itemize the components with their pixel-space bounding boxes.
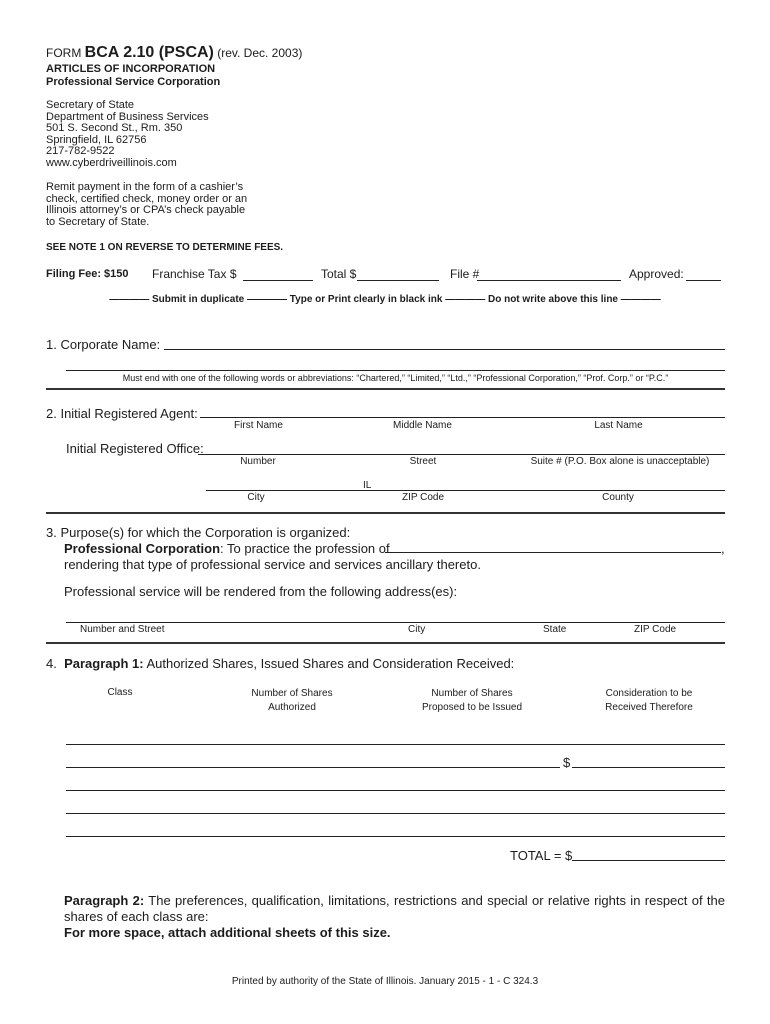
- remit-line: Illinois attorney’s or CPA’s check payable: [46, 204, 246, 216]
- paragraph1-text: Authorized Shares, Issued Shares and Consideration Received:: [143, 656, 515, 671]
- state-il-text: IL: [363, 480, 372, 491]
- shares-row-line[interactable]: [66, 813, 725, 814]
- registered-office-label: Initial Registered Office:: [66, 441, 204, 456]
- approved-field[interactable]: [686, 266, 721, 281]
- office-website: www.cyberdriveillinois.com: [46, 156, 177, 169]
- section-divider: [46, 388, 725, 390]
- issued-column-header: [407, 687, 537, 715]
- file-number-field[interactable]: [477, 266, 621, 281]
- section-divider: [46, 642, 725, 644]
- office-zip-caption: ZIP Code: [401, 492, 445, 503]
- professional-corporation-text: : To practice the profession of: [220, 541, 390, 556]
- franchise-tax-field[interactable]: [243, 266, 313, 281]
- total-consideration-label: TOTAL = $: [510, 848, 573, 863]
- agent-middle-name-caption: Middle Name: [393, 420, 452, 431]
- submit-banner: ———— Submit in duplicate ———— Type or Print clearly in black ink ———— Do not write above this line ————: [109, 294, 661, 305]
- office-line: Department of Business Services: [46, 110, 209, 123]
- paragraph1-bold: Paragraph 1:: [64, 656, 144, 671]
- total-label: Total $: [321, 267, 357, 281]
- remit-instructions: [46, 182, 247, 228]
- corporate-name-field-line2[interactable]: [66, 356, 725, 371]
- section4-number: 4.: [46, 656, 57, 671]
- class-column-header: Class: [107, 687, 133, 698]
- approved-label: Approved:: [629, 267, 684, 281]
- paragraph2-text: [64, 893, 725, 925]
- dollar-sign: $: [563, 755, 571, 770]
- office-line: 217-782-9522: [46, 145, 115, 157]
- office-city-zip-county-field[interactable]: [206, 476, 725, 491]
- more-space-note: For more space, attach additional sheets of this size.: [64, 925, 391, 940]
- service-street-caption: Number and Street: [80, 624, 165, 635]
- corporate-name-label: 1. Corporate Name:: [46, 337, 161, 352]
- franchise-tax-label: Franchise Tax $: [152, 267, 237, 281]
- corporate-name-note: Must end with one of the following words or abbreviations: “Chartered,” “Limited,” “Ltd.,” “Professional Corporation,” “Prof. Corp.” or “P.C.”: [122, 373, 669, 383]
- shares-row-line[interactable]: [66, 744, 725, 745]
- consideration-amount-line[interactable]: [572, 767, 725, 768]
- shares-row-line[interactable]: [66, 836, 725, 837]
- service-zip-caption: ZIP Code: [634, 624, 677, 635]
- profession-comma: ,: [721, 541, 725, 556]
- consideration-header-line: Received Therefore: [605, 702, 693, 713]
- office-line: 501 S. Second St., Rm. 350: [46, 122, 183, 134]
- office-city-caption: City: [247, 492, 265, 503]
- remit-line: check, certified check, money order or an: [46, 192, 248, 205]
- registered-agent-field[interactable]: [200, 403, 725, 418]
- section-divider: [46, 512, 725, 514]
- form-prefix: FORM: [46, 46, 82, 60]
- paragraph2-body: The preferences, qualification, limitations, restrictions and special or relative rights in respect of the shares of each class are:: [64, 893, 725, 924]
- office-line: Springfield, IL 62756: [46, 133, 147, 146]
- form-revision: (rev. Dec. 2003): [217, 46, 303, 60]
- service-address-intro: Professional service will be rendered from the following address(es):: [64, 584, 458, 599]
- form-title: ARTICLES OF INCORPORATION: [46, 63, 216, 75]
- remit-line: Remit payment in the form of a cashier’s: [46, 181, 244, 193]
- consideration-column-header: [589, 687, 709, 715]
- fees-note: SEE NOTE 1 ON REVERSE TO DETERMINE FEES.: [46, 242, 284, 253]
- purpose-rendering-text: rendering that type of professional service and services ancillary thereto.: [64, 557, 481, 572]
- office-street-caption: Street: [409, 456, 437, 467]
- office-suite-caption: Suite # (P.O. Box alone is unacceptable): [530, 456, 710, 467]
- office-county-caption: County: [602, 492, 634, 503]
- total-consideration-field[interactable]: [572, 860, 725, 861]
- purpose-heading: 3. Purpose(s) for which the Corporation is organized:: [46, 525, 351, 540]
- registered-office-field[interactable]: [198, 440, 725, 455]
- profession-field[interactable]: [385, 538, 721, 553]
- authorized-column-header: [232, 687, 352, 715]
- service-city-caption: City: [408, 624, 426, 635]
- agent-first-name-caption: First Name: [234, 420, 283, 431]
- service-address-field[interactable]: [66, 608, 725, 623]
- footer-printed-by: Printed by authority of the State of Illinois. January 2015 - 1 - C 324.3: [231, 976, 539, 987]
- agent-last-name-caption: Last Name: [594, 420, 643, 431]
- professional-corporation-bold: Professional Corporation: [64, 541, 221, 556]
- total-field[interactable]: [357, 266, 439, 281]
- form-subtitle: Professional Service Corporation: [46, 76, 221, 88]
- office-number-caption: Number: [240, 456, 276, 467]
- filing-fee: Filing Fee: $150: [46, 268, 129, 280]
- office-line: Secretary of State: [46, 99, 135, 111]
- issued-header-line: Proposed to be Issued: [421, 702, 523, 713]
- registered-agent-label: 2. Initial Registered Agent:: [46, 406, 198, 421]
- corporate-name-field[interactable]: [164, 335, 725, 350]
- paragraph2-bold: Paragraph 2:: [64, 893, 145, 908]
- professional-corporation-line: [64, 541, 390, 556]
- file-number-label: File #: [450, 267, 480, 281]
- paragraph1-heading: [46, 656, 514, 671]
- remit-line: to Secretary of State.: [46, 215, 150, 228]
- issued-header-line: Number of Shares: [431, 688, 513, 699]
- consideration-header-line: Consideration to be: [605, 688, 693, 699]
- authorized-header-line: Number of Shares: [251, 688, 333, 699]
- form-title-line: [46, 44, 302, 62]
- shares-row-line[interactable]: [66, 767, 560, 768]
- office-address-block: [46, 100, 209, 169]
- authorized-header-line: Authorized: [268, 702, 316, 713]
- form-code: BCA 2.10 (PSCA): [84, 44, 214, 61]
- shares-row-line[interactable]: [66, 790, 725, 791]
- service-state-caption: State: [543, 624, 567, 635]
